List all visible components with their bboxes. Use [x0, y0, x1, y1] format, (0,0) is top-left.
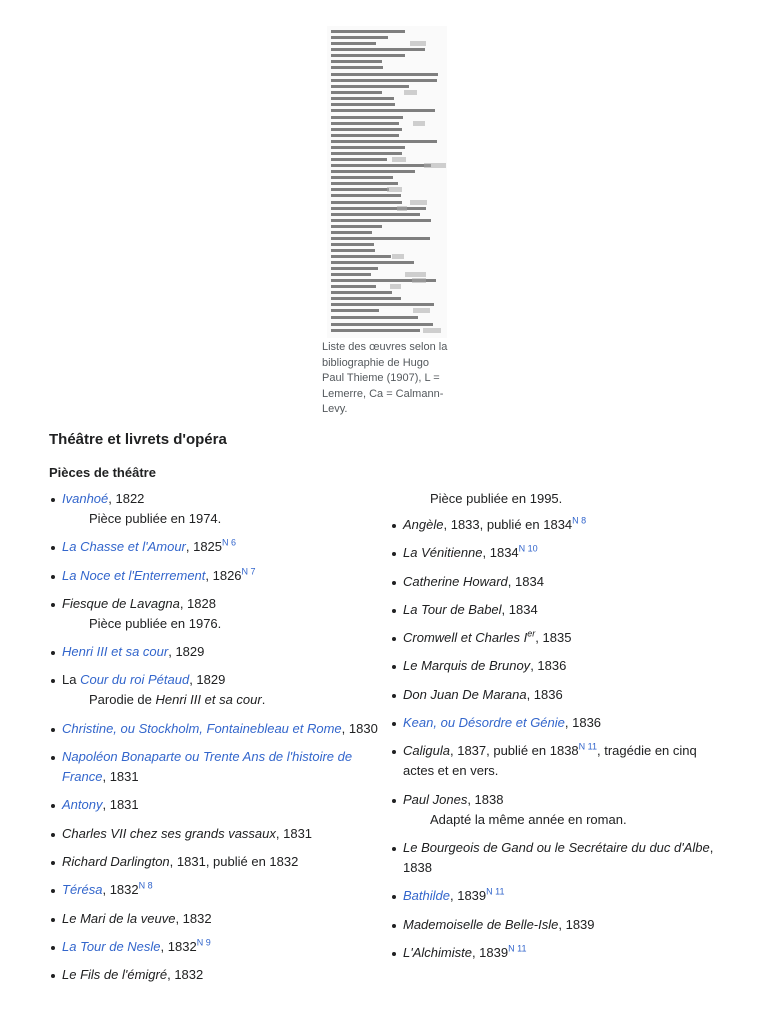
play-date: , 1834 — [501, 601, 538, 617]
play-title: Caligula — [403, 743, 450, 759]
play-list-item — [49, 824, 379, 844]
item-note: Pièce publiée en 1974. — [89, 511, 222, 526]
play-date: , 1831, publié en 1832 — [169, 853, 299, 869]
footnote-ref-link[interactable]: N 11 — [578, 742, 597, 753]
play-list-item — [390, 515, 720, 535]
scan-text-line — [331, 316, 418, 319]
play-list-item — [390, 656, 720, 676]
play-list-item — [49, 795, 379, 815]
footnote-ref-link[interactable]: N 7 — [241, 566, 256, 577]
play-title: La Tour de Babel — [403, 601, 502, 617]
scan-text-line — [331, 42, 376, 45]
play-title: Le Marquis de Brunoy — [403, 658, 531, 674]
scan-text-line — [331, 103, 395, 106]
play-title: Mademoiselle de Belle-Isle — [403, 916, 559, 932]
item-note: Pièce publiée en 1976. — [89, 615, 222, 631]
play-list-item — [390, 790, 720, 830]
scan-text-line — [331, 116, 403, 119]
play-title: Catherine Howard — [403, 573, 508, 589]
scan-text-line — [331, 188, 389, 191]
section-heading: Théâtre et livrets d'opéra — [49, 431, 227, 448]
play-title: Angèle — [403, 517, 444, 532]
scan-text-line — [331, 128, 402, 131]
play-date: , 1831 — [102, 797, 139, 813]
play-date: , 1838 — [467, 791, 504, 807]
scan-text-line — [331, 66, 383, 69]
scan-text-line — [331, 60, 382, 63]
scan-highlight-mark — [397, 206, 407, 211]
play-date: , 1831 — [275, 825, 313, 841]
scan-highlight-mark — [413, 121, 425, 126]
scan-text-line — [331, 146, 405, 149]
scan-highlight-mark — [412, 278, 426, 283]
scan-text-line — [331, 261, 414, 264]
play-title-link[interactable]: Bathilde — [403, 888, 450, 904]
scan-text-line — [331, 91, 382, 94]
scan-text-line — [331, 176, 393, 179]
play-title-link[interactable]: La Tour de Nesle — [62, 938, 161, 954]
play-list-item — [390, 838, 720, 878]
scan-text-line — [331, 329, 420, 332]
plays-list-left — [49, 489, 379, 993]
subsection-heading: Pièces de théâtre — [49, 465, 156, 480]
scan-text-line — [331, 207, 426, 210]
play-title: Don Juan De Marana — [403, 686, 527, 702]
play-list-item — [390, 685, 720, 705]
play-title-link[interactable]: La Chasse et l'Amour — [62, 539, 186, 555]
play-title-link[interactable]: Ivanhoé — [62, 491, 109, 506]
play-list-item — [49, 670, 379, 710]
play-date: , 1829 — [189, 672, 226, 688]
play-list-item — [390, 713, 720, 733]
scan-text-line — [331, 323, 433, 326]
scan-text-line — [331, 54, 405, 57]
play-list-item — [49, 719, 379, 739]
play-list-item — [49, 642, 379, 662]
scan-text-line — [331, 273, 371, 276]
play-list-item — [390, 572, 720, 592]
scan-text-line — [331, 134, 399, 137]
item-note — [62, 690, 379, 710]
scan-text-line — [331, 48, 425, 51]
play-date: , 1837, publié en 1838 — [449, 743, 579, 759]
play-date: , 1836 — [526, 686, 563, 702]
play-list-item — [49, 880, 379, 900]
play-list-item — [49, 566, 379, 586]
scan-text-line — [331, 194, 401, 197]
play-title-link[interactable]: Napoléon Bonaparte ou Trente Ans de l'histoire de France — [62, 749, 353, 785]
play-title-link[interactable]: Antony — [62, 797, 103, 813]
scan-text-line — [331, 243, 374, 246]
scan-text-line — [331, 219, 431, 222]
footnote-ref-link[interactable]: N 9 — [196, 937, 211, 948]
title-prefix: La — [62, 672, 81, 688]
scan-text-line — [331, 109, 435, 112]
footnote-ref-link[interactable]: N 11 — [486, 886, 505, 897]
play-date: , 1838 — [403, 839, 714, 875]
scan-text-line — [331, 267, 378, 270]
play-list-item — [390, 628, 720, 648]
scan-text-line — [331, 164, 431, 167]
play-list-item — [390, 915, 720, 935]
play-title-link[interactable]: La Noce et l'Enterrement — [62, 567, 206, 583]
play-date: , 1828 — [179, 595, 216, 611]
plays-list-right — [390, 489, 720, 971]
play-list-item — [390, 600, 720, 620]
scan-text-line — [331, 225, 382, 228]
play-list-item — [49, 747, 379, 787]
scan-text-line — [331, 201, 402, 204]
play-title: Le Fils de l'émigré — [62, 967, 168, 983]
play-title-link[interactable]: Térésa — [62, 882, 103, 898]
scan-text-line — [331, 152, 402, 155]
scan-highlight-mark — [424, 163, 446, 168]
scan-text-line — [331, 303, 434, 306]
play-list-item — [49, 594, 379, 634]
scan-text-line — [331, 297, 401, 300]
scan-highlight-mark — [387, 187, 402, 192]
scan-highlight-mark — [423, 328, 441, 333]
note-text: Parodie de — [89, 692, 156, 708]
scan-text-line — [331, 122, 399, 125]
scan-text-line — [331, 36, 388, 39]
scan-highlight-mark — [390, 284, 401, 289]
play-list-item — [390, 943, 720, 963]
play-list-item — [49, 489, 379, 529]
figure — [322, 26, 448, 418]
play-date: , 1835 — [535, 630, 572, 646]
play-date: , 1836 — [564, 715, 602, 731]
play-list-item — [49, 909, 379, 929]
play-title: Le Mari de la veuve — [62, 910, 176, 926]
scan-highlight-mark — [413, 308, 430, 313]
footnote-ref-link[interactable]: N 10 — [518, 543, 538, 554]
play-date: , 1839 — [558, 916, 595, 932]
play-title-link[interactable]: Kean, ou Désordre et Génie — [403, 715, 565, 731]
play-title: Charles VII chez ses grands vassaux — [62, 825, 276, 841]
play-title: Cromwell et Charles Ier — [403, 628, 536, 646]
play-date: , 1826 — [205, 567, 242, 583]
play-title: Le Bourgeois de Gand ou le Secrétaire du duc d'Albe — [403, 839, 710, 855]
play-title: Paul Jones — [403, 791, 468, 807]
scan-text-line — [331, 231, 372, 234]
play-title-link[interactable]: Christine, ou Stockholm, Fontainebleau et Rome — [62, 720, 342, 736]
play-list-item — [49, 852, 379, 872]
play-date: , 1831 — [102, 769, 139, 785]
play-list-item — [390, 543, 720, 563]
play-list-item — [390, 886, 720, 906]
footnote-ref-link[interactable]: N 8 — [138, 880, 153, 891]
play-date: , 1822 — [108, 491, 145, 506]
scan-highlight-mark — [392, 157, 406, 162]
play-date: , 1834 — [507, 573, 544, 589]
scan-text-line — [331, 30, 405, 33]
play-title-link[interactable]: Henri III et sa cour — [62, 644, 169, 660]
play-title: Richard Darlington — [62, 853, 170, 869]
play-date: , 1830 — [341, 720, 378, 736]
bibliography-scan-image[interactable] — [327, 26, 447, 338]
play-title: La Vénitienne — [403, 545, 483, 561]
scan-text-line — [331, 140, 437, 143]
scan-text-line — [331, 182, 398, 185]
play-list-item — [49, 537, 379, 557]
item-note: Adapté la même année en roman. — [430, 811, 627, 827]
scan-highlight-mark — [410, 200, 427, 205]
play-date: , 1833, publié en 1834 — [443, 517, 573, 532]
play-date: , 1832 — [160, 938, 197, 954]
play-date: , 1832 — [102, 882, 139, 898]
scan-text-line — [331, 291, 392, 294]
scan-text-line — [331, 85, 409, 88]
scan-text-line — [331, 309, 379, 312]
scan-text-line — [331, 237, 430, 240]
play-title: L'Alchimiste — [403, 944, 472, 960]
figure-caption: Liste des œuvres selon la bibliographie de Hugo Paul Thieme (1907), L = Lemerre, Ca = Calmann-Levy. — [322, 341, 448, 415]
play-title: Fiesque de Lavagna — [62, 595, 180, 611]
scan-highlight-mark — [410, 41, 426, 46]
item-note: Pièce publiée en 1995. — [430, 491, 563, 506]
footnote-ref-link[interactable]: N 8 — [572, 515, 587, 526]
play-list-item — [49, 937, 379, 957]
play-date: , 1832 — [167, 967, 204, 983]
note-title: Henri III et sa cour — [155, 692, 262, 708]
scan-text-line — [331, 73, 438, 76]
scan-text-line — [331, 255, 391, 258]
scan-text-line — [331, 249, 375, 252]
scan-highlight-mark — [404, 90, 417, 95]
play-date: , 1834 — [482, 545, 519, 561]
footnote-ref-link[interactable]: N 11 — [508, 943, 527, 954]
scan-text-line — [331, 170, 415, 173]
scan-text-line — [331, 97, 394, 100]
play-date: , 1825 — [185, 539, 223, 555]
scan-text-line — [331, 213, 420, 216]
title-superscript: er — [527, 628, 536, 639]
footnote-ref-link[interactable]: N 6 — [222, 537, 237, 548]
scan-text-line — [331, 79, 437, 82]
scan-text-line — [331, 158, 387, 161]
play-description: , tragédie en cinq actes et en vers. — [403, 743, 697, 779]
play-title-link[interactable]: Cour du roi Pétaud — [80, 672, 190, 688]
play-list-item — [390, 741, 720, 781]
play-list-item — [49, 965, 379, 985]
play-date: , 1829 — [168, 644, 205, 660]
play-date: , 1836 — [530, 658, 567, 674]
scan-text-line — [331, 285, 376, 288]
play-date: , 1839 — [471, 944, 509, 960]
scan-highlight-mark — [392, 254, 404, 259]
play-date: , 1839 — [449, 888, 487, 904]
scan-highlight-mark — [405, 272, 426, 277]
play-date: , 1832 — [175, 910, 212, 926]
note-suffix: . — [261, 692, 266, 708]
